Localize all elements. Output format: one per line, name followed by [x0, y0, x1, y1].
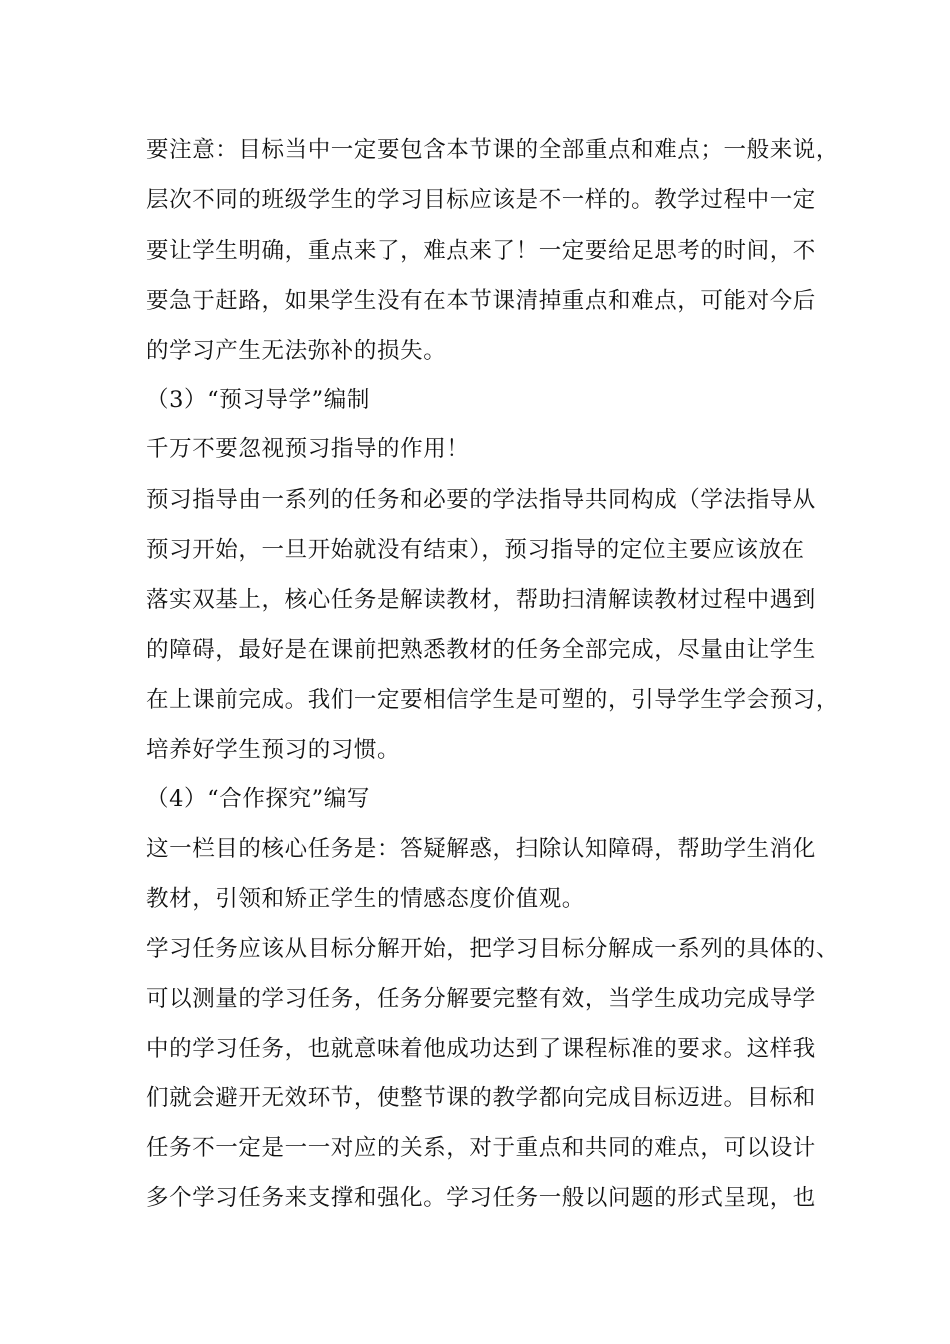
text-line: 预习指导由一系列的任务和必要的学法指导共同构成（学法指导从 — [146, 487, 816, 513]
text-line: 这一栏目的核心任务是：答疑解惑，扫除认知障碍，帮助学生消化 — [146, 836, 816, 862]
text-line: 的学习产生无法弥补的损失。 — [146, 338, 447, 364]
text-line: 可以测量的学习任务，任务分解要完整有效，当学生成功完成导学 — [146, 986, 816, 1012]
text-line: 千万不要忽视预习指导的作用！ — [146, 436, 470, 462]
text-line: 教材，引领和矫正学生的情感态度价值观。 — [146, 886, 585, 912]
section-heading: （3）“预习导学”编制 — [146, 387, 370, 413]
text-line: 在上课前完成。我们一定要相信学生是可塑的，引导学生学会预习， — [146, 687, 840, 713]
text-line: 多个学习任务来支撑和强化。学习任务一般以问题的形式呈现，也 — [146, 1185, 816, 1211]
text-line: 们就会避开无效环节，使整节课的教学都向完成目标迈进。目标和 — [146, 1085, 816, 1111]
text-line: 预习开始，一旦开始就没有结束），预习指导的定位主要应该放在 — [146, 537, 805, 563]
text-line: 落实双基上，核心任务是解读教材，帮助扫清解读教材过程中遇到 — [146, 587, 816, 613]
text-line: 学习任务应该从目标分解开始，把学习目标分解成一系列的具体的、 — [146, 936, 840, 962]
section-heading: （4）“合作探究”编写 — [146, 786, 370, 812]
text-line: 要急于赶路，如果学生没有在本节课清掉重点和难点，可能对今后 — [146, 288, 816, 314]
text-line: 任务不一定是一一对应的关系，对于重点和共同的难点，可以设计 — [146, 1135, 816, 1161]
text-line: 要注意：目标当中一定要包含本节课的全部重点和难点；一般来说， — [146, 137, 840, 163]
text-line: 的障碍，最好是在课前把熟悉教材的任务全部完成，尽量由让学生 — [146, 637, 816, 663]
text-line: 培养好学生预习的习惯。 — [146, 737, 401, 763]
text-line: 层次不同的班级学生的学习目标应该是不一样的。教学过程中一定 — [146, 187, 816, 213]
text-line: 要让学生明确，重点来了，难点来了！一定要给足思考的时间，不 — [146, 238, 816, 264]
text-line: 中的学习任务，也就意味着他成功达到了课程标准的要求。这样我 — [146, 1036, 816, 1062]
